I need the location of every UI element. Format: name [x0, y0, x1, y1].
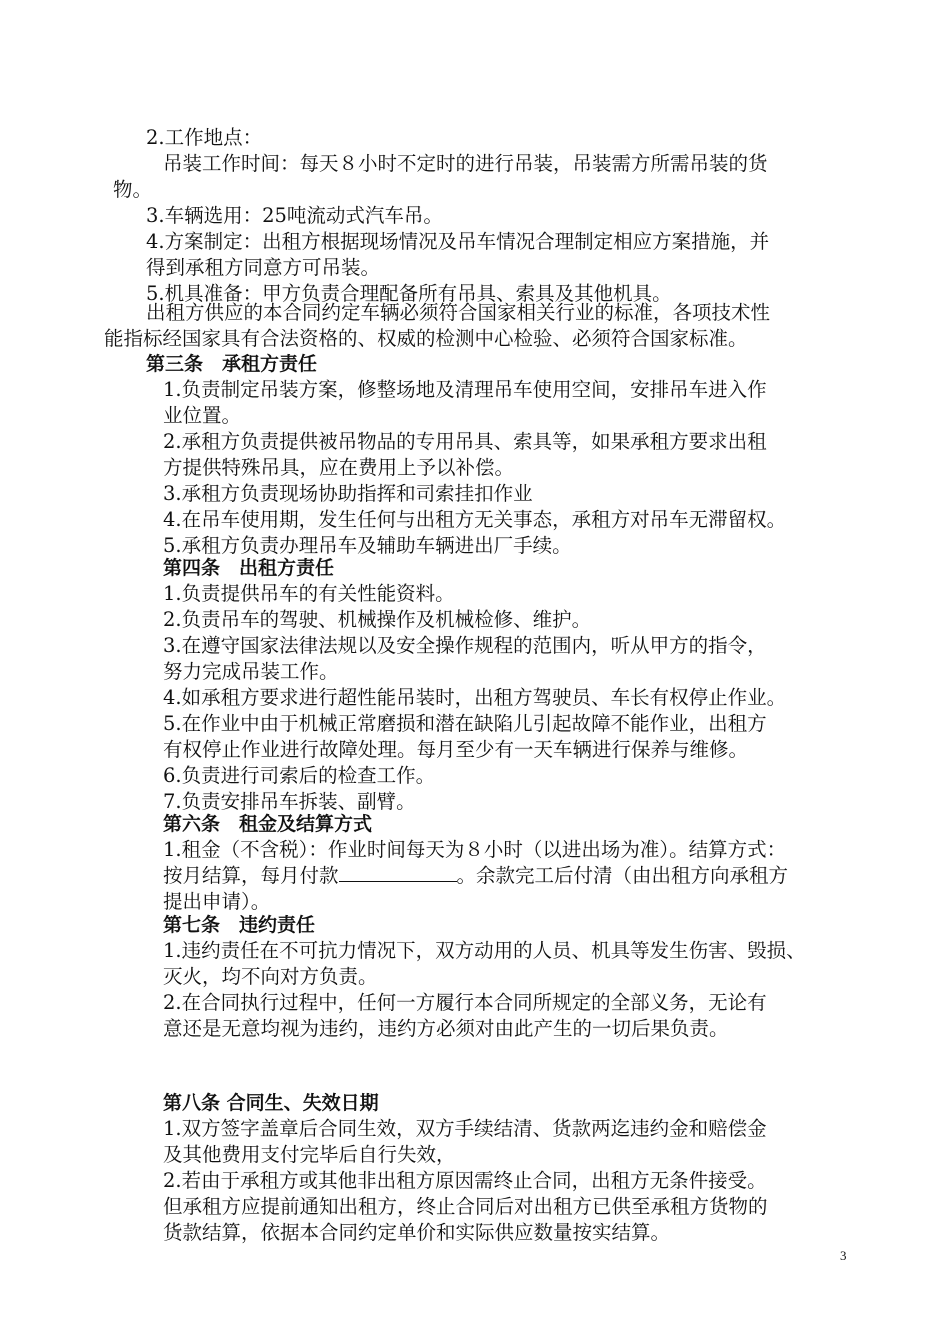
- text-line: 4.如承租方要求进行超性能吊装时，出租方驾驶员、车长有权停止作业。: [163, 686, 787, 709]
- blank-field: [339, 863, 457, 882]
- text-segment: 按月结算，每月付款: [163, 864, 339, 887]
- text-line: 2.若由于承租方或其他非出租方原因需终止合同，出租方无条件接受。: [163, 1169, 767, 1192]
- text-line: 4.在吊车使用期，发生任何与出租方无关事态，承租方对吊车无滞留权。: [163, 508, 787, 531]
- text-line: 出租方供应的本合同约定车辆必须符合国家相关行业的标准，各项技术性: [146, 301, 771, 324]
- section-heading: 第八条 合同生、失效日期: [163, 1092, 379, 1114]
- text-line: 物。: [113, 178, 153, 201]
- text-line: 2.工作地点：: [146, 126, 263, 149]
- text-line: 能指标经国家具有合法资格的、权威的检测中心检验、必须符合国家标准。: [104, 327, 748, 350]
- text-line: 5.在作业中由于机械正常磨损和潜在缺陷儿引起故障不能作业，出租方: [163, 712, 767, 735]
- section-heading: 第四条 出租方责任: [163, 557, 335, 579]
- text-line: 1.违约责任在不可抗力情况下，双方动用的人员、机具等发生伤害、毁损、: [163, 939, 806, 962]
- text-line: 努力完成吊装工作。: [163, 660, 339, 683]
- text-line: 1.双方签字盖章后合同生效，双方手续结清、货款两迄违约金和赔偿金: [163, 1117, 767, 1140]
- text-line: 得到承租方同意方可吊装。: [146, 256, 381, 279]
- text-line: 5.机具准备：甲方负责合理配备所有吊具、索具及其他机具。: [146, 282, 672, 305]
- text-line: 业位置。: [163, 404, 242, 427]
- text-line: 货款结算，依据本合同约定单价和实际供应数量按实结算。: [163, 1221, 671, 1244]
- text-line: 有权停止作业进行故障处理。每月至少有一天车辆进行保养与维修。: [163, 738, 749, 761]
- text-line: 但承租方应提前通知出租方，终止合同后对出租方已供至承租方货物的: [163, 1195, 768, 1218]
- text-line: 方提供特殊吊具，应在费用上予以补偿。: [163, 456, 515, 479]
- text-line: [163, 863, 788, 889]
- text-line: 意还是无意均视为违约，违约方必须对由此产生的一切后果负责。: [163, 1017, 729, 1040]
- text-line: 1.租金（不含税）：作业时间每天为８小时（以进出场为准）。结算方式：: [163, 838, 787, 861]
- text-line: 及其他费用支付完毕后自行失效，: [163, 1143, 456, 1166]
- text-line: 6.负责进行司索后的检查工作。: [163, 764, 436, 787]
- text-line: 3.车辆选用：25吨流动式汽车吊。: [146, 204, 443, 227]
- text-line: 1.负责制定吊装方案，修整场地及清理吊车使用空间，安排吊车进入作: [163, 378, 767, 401]
- text-line: 灭火，均不向对方负责。: [163, 965, 378, 988]
- page-number: 3: [840, 1248, 847, 1263]
- text-line: 3.在遵守国家法律法规以及安全操作规程的范围内，听从甲方的指令，: [163, 634, 767, 657]
- text-line: 3.承租方负责现场协助指挥和司索挂扣作业: [163, 482, 533, 505]
- section-heading: 第三条 承租方责任: [146, 353, 318, 375]
- text-line: 5.承租方负责办理吊车及辅助车辆进出厂手续。: [163, 534, 572, 557]
- text-line: 4.方案制定：出租方根据现场情况及吊车情况合理制定相应方案措施，并: [146, 230, 770, 253]
- section-heading: 第六条 租金及结算方式: [163, 813, 373, 835]
- text-segment: 。余款完工后付清（由出租方向承租方: [456, 864, 789, 887]
- text-line: 提出申请）。: [163, 890, 271, 913]
- text-line: 吊装工作时间：每天８小时不定时的进行吊装，吊装需方所需吊装的货: [163, 152, 768, 175]
- text-line: 2.负责吊车的驾驶、机械操作及机械检修、维护。: [163, 608, 592, 631]
- text-line: 2.承租方负责提供被吊物品的专用吊具、索具等，如果承租方要求出租: [163, 430, 767, 453]
- section-heading: 第七条 违约责任: [163, 914, 316, 936]
- text-line: 2.在合同执行过程中，任何一方履行本合同所规定的全部义务，无论有: [163, 991, 767, 1014]
- text-line: 7.负责安排吊车拆装、副臂。: [163, 790, 416, 813]
- text-line: 1.负责提供吊车的有关性能资料。: [163, 582, 455, 605]
